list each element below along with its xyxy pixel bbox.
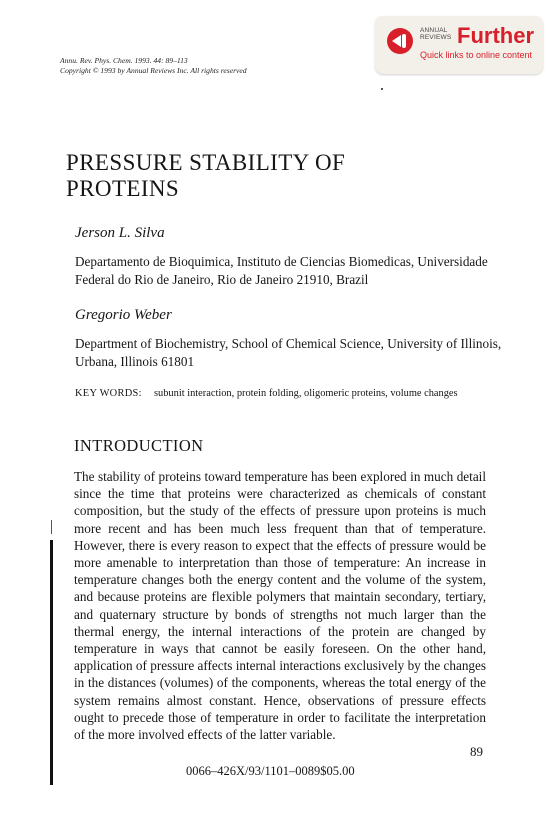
journal-header bbox=[60, 56, 247, 76]
badge-further-label: Further bbox=[457, 23, 534, 48]
section-heading: INTRODUCTION bbox=[74, 436, 204, 455]
journal-citation: Annu. Rev. Phys. Chem. 1993. 44: 89–113 bbox=[60, 56, 188, 65]
title-line-1: PRESSURE STABILITY OF bbox=[66, 150, 346, 175]
keywords-text: subunit interaction, protein folding, oligomeric proteins, volume changes bbox=[154, 388, 458, 399]
badge-subtitle: Quick links to online content bbox=[420, 50, 533, 60]
author-name-2: Gregorio Weber bbox=[75, 307, 172, 323]
margin-tick bbox=[51, 520, 52, 534]
stray-mark bbox=[381, 88, 383, 90]
keywords-label: KEY WORDS: bbox=[75, 388, 142, 399]
journal-copyright: Copyright © 1993 by Annual Reviews Inc. All rights reserved bbox=[60, 66, 247, 75]
author-affiliation-2: Department of Biochemistry, School of Chemical Science, University of Illinois, Urbana, Illinois 61801 bbox=[75, 336, 502, 369]
author-affiliation-1: Departamento de Bioquimica, Instituto de Ciencias Biomedicas, Universidade Federal do Rio de Janeiro, Rio de Janeiro 21910, Brazil bbox=[75, 254, 488, 287]
page-number: 89 bbox=[470, 744, 483, 759]
further-badge[interactable] bbox=[375, 16, 543, 74]
annual-reviews-logo-icon bbox=[387, 28, 413, 54]
section-body: The stability of proteins toward temperature has been explored in much detail since the time that proteins were characterized as chemicals of constant composition, but the study of the effects of pressure upon proteins is much more recent and has been much less frequent than that of temperature. However, there is every reason to expect that the effects of pressure would be more amenable to interpretation than those of temperature: An increase in temperature changes both the energy content and the volume of the system, and because proteins are flexible polymers that maintain secondary, tertiary, and quaternary structure by bonds of strengths not much larger than the thermal energy, the internal interactions of the protein are changed by temperature in ways that cannot be easily foreseen. On the other hand, application of pressure affects internal interactions exclusively by the changes in the distances (volumes) of the components, whereas the total energy of the system remains almost constant. Hence, observations of pressure effects ought to precede those of temperature in order to facilitate the interpretation of the more involved effects of the latter variable. bbox=[74, 469, 486, 743]
title-line-2: PROTEINS bbox=[66, 176, 180, 201]
margin-bar bbox=[50, 540, 53, 785]
footer-code: 0066–426X/93/1101–0089$05.00 bbox=[186, 764, 355, 778]
badge-annual-label: ANNUAL bbox=[420, 27, 448, 34]
article-title bbox=[66, 150, 345, 202]
badge-reviews-label: REVIEWS bbox=[420, 34, 452, 41]
author-name-1: Jerson L. Silva bbox=[75, 225, 165, 241]
badge-publisher bbox=[420, 27, 451, 41]
